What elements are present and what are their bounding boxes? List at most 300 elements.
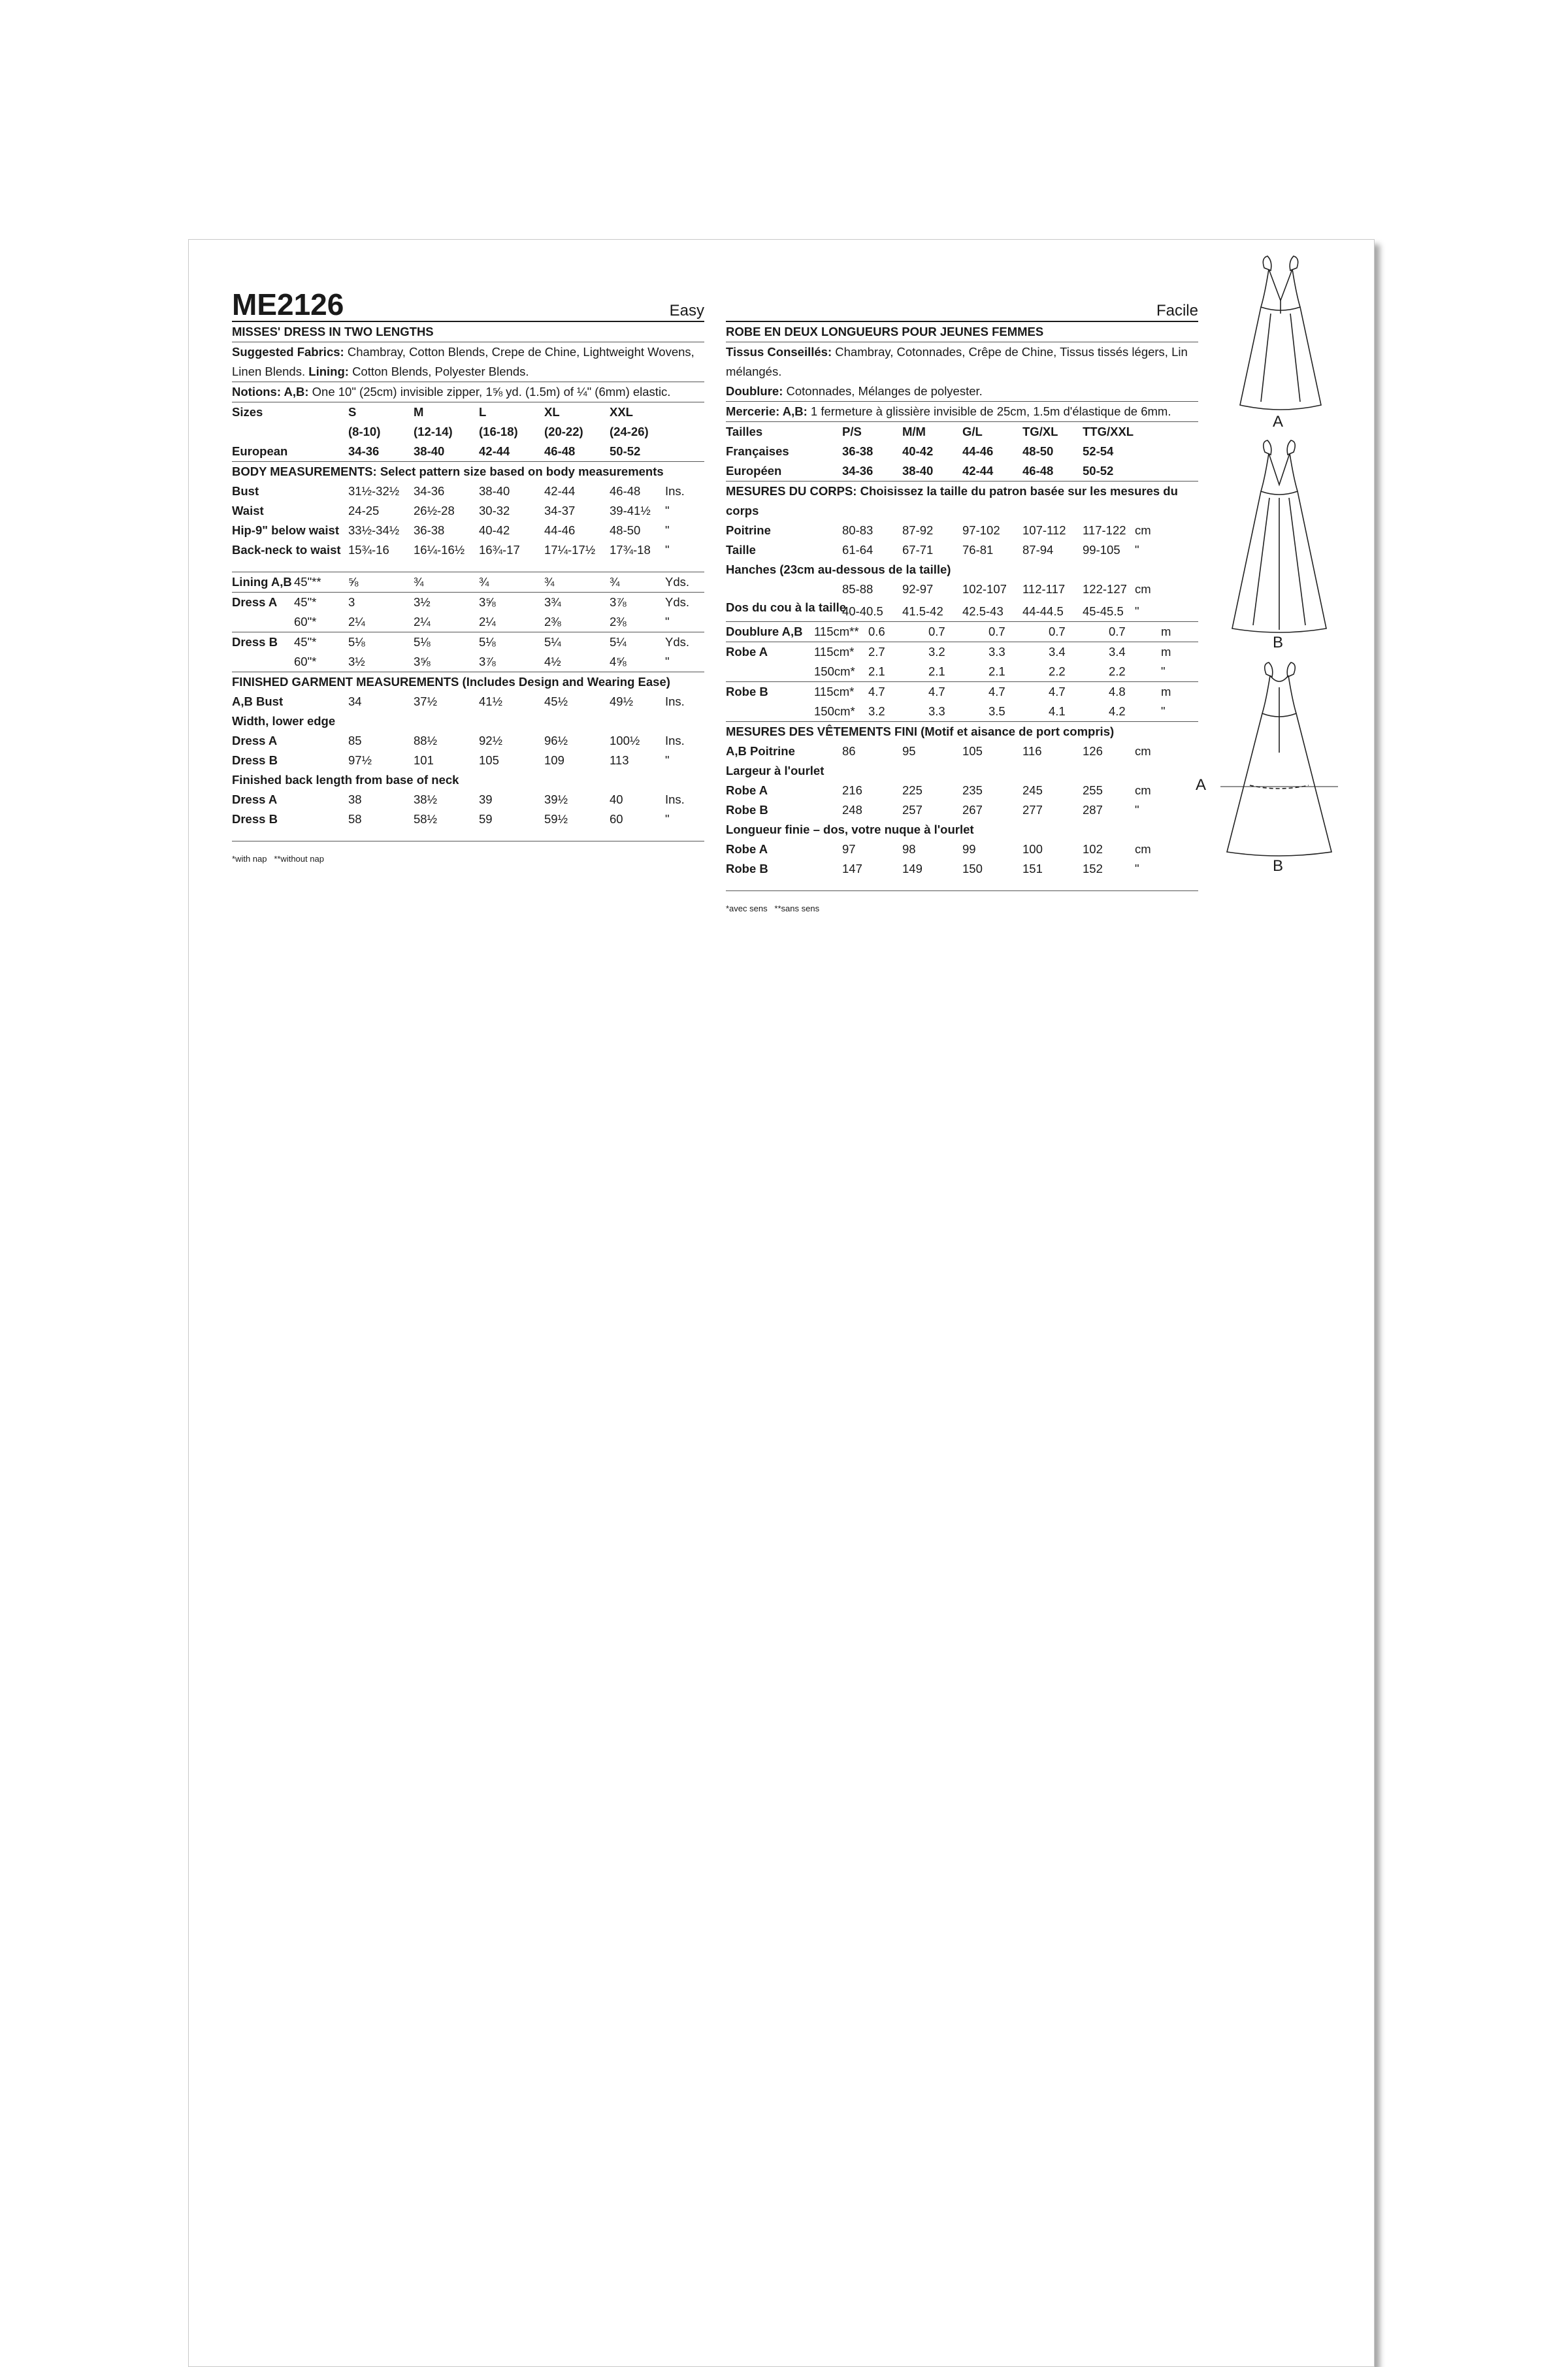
length-row	[232, 809, 704, 829]
cell: 0.7	[928, 625, 945, 638]
row-label: Taille	[726, 543, 756, 557]
unit: Yds.	[665, 575, 690, 589]
cell: 2.7	[868, 645, 885, 659]
unit: cm	[1135, 783, 1151, 797]
cell: 3.3	[988, 645, 1005, 659]
cell: 59	[479, 812, 493, 826]
cell: 38-40	[479, 484, 510, 498]
cell: 31½-32½	[348, 484, 400, 498]
cell: 38	[348, 792, 362, 806]
cell: 15¾-16	[348, 543, 389, 557]
cell: 3¾	[544, 595, 561, 609]
fabrics-text: Chambray, Cotonnades, Crêpe de Chine, Tissus tissés légers, Lin mélangés.	[726, 345, 1188, 378]
european-cell: 34-36	[348, 444, 380, 458]
fabrics-fr	[726, 342, 1198, 401]
unit: "	[1161, 664, 1166, 678]
cell: 46-48	[1022, 464, 1054, 478]
row-label: Robe A	[726, 783, 768, 797]
cell: 95	[902, 744, 916, 758]
cell: 3.3	[928, 704, 945, 718]
cell: 5¼	[610, 635, 627, 649]
hanches-label: Hanches (23cm au-dessous de la taille)	[726, 563, 951, 576]
cell: 257	[902, 803, 923, 817]
notions-label: Notions: A,B:	[232, 385, 309, 399]
cell: 97-102	[962, 523, 1000, 537]
cell: 44-44.5	[1022, 604, 1064, 618]
cell: 0.6	[868, 625, 885, 638]
dress-view-a-illustration	[1235, 255, 1326, 412]
cell: 109	[544, 753, 564, 767]
footnote-fr: *avec sens **sans sens	[726, 904, 820, 913]
european-label: Européen	[726, 464, 782, 478]
length-title: Finished back length from base of neck	[232, 773, 459, 787]
cell: 99-105	[1083, 543, 1120, 557]
cell: ¾	[544, 575, 555, 589]
cell: 4⅝	[610, 655, 627, 668]
unit: "	[665, 655, 670, 668]
notions-fr	[726, 402, 1198, 421]
cell: 24-25	[348, 504, 380, 517]
cell: 49½	[610, 694, 634, 708]
row-label: Robe A	[726, 645, 768, 659]
unit: cm	[1135, 744, 1151, 758]
size-range-cell: (20-22)	[544, 425, 583, 438]
unit: "	[665, 504, 670, 517]
cell: 3	[348, 595, 355, 609]
cell: 4.7	[988, 685, 1005, 698]
body-row	[726, 521, 1198, 540]
notions-text: 1 fermeture à glissière invisible de 25cm, 1.5m d'élastique de 6mm.	[810, 404, 1171, 418]
cell: 3⅝	[414, 655, 431, 668]
cell: 2.1	[868, 664, 885, 678]
pattern-sheet	[188, 239, 1375, 2367]
cell: 38½	[414, 792, 438, 806]
cell: 99	[962, 842, 976, 856]
cell: 4½	[544, 655, 561, 668]
unit: Yds.	[665, 595, 690, 609]
cell: 105	[479, 753, 499, 767]
cell: 50-52	[1083, 464, 1114, 478]
width-row	[232, 751, 704, 770]
title-en: MISSES' DRESS IN TWO LENGTHS	[232, 325, 434, 338]
european-cell: 38-40	[414, 444, 445, 458]
cell: 26½-28	[414, 504, 455, 517]
sizes-row	[232, 402, 704, 422]
cell: 2¼	[479, 615, 496, 628]
cell: 102	[1083, 842, 1103, 856]
cell: 46-48	[610, 484, 641, 498]
cell: 67-71	[902, 543, 934, 557]
row-label: Lining A,B	[232, 575, 292, 589]
cell: 40	[610, 792, 623, 806]
european-cell: 46-48	[544, 444, 576, 458]
cell: 76-81	[962, 543, 994, 557]
cell: 4.8	[1109, 685, 1126, 698]
cell: 0.7	[1049, 625, 1066, 638]
cell: 5⅛	[414, 635, 431, 649]
cell: 3½	[414, 595, 431, 609]
view-b-label: B	[1273, 634, 1284, 651]
lining-label: Lining:	[308, 365, 349, 378]
width-row	[232, 731, 704, 751]
row-label: Waist	[232, 504, 264, 517]
cell: 80-83	[842, 523, 874, 537]
cell: 38-40	[902, 464, 934, 478]
cell: 122-127	[1083, 582, 1127, 596]
unit: "	[1161, 704, 1166, 718]
cell: 287	[1083, 803, 1103, 817]
cell: 0.7	[988, 625, 1005, 638]
unit: m	[1161, 625, 1171, 638]
cell: 85-88	[842, 582, 874, 596]
cell: 3½	[348, 655, 365, 668]
cell: 126	[1083, 744, 1103, 758]
size-range-cell: (24-26)	[610, 425, 649, 438]
yardage-row	[726, 622, 1198, 642]
cell: 150	[962, 862, 983, 875]
fabrics-label: Tissus Conseillés:	[726, 345, 832, 359]
fabric-width: 115cm*	[814, 645, 855, 659]
size-range-cell: (12-14)	[414, 425, 453, 438]
cell: 16¾-17	[479, 543, 520, 557]
cell: 2⅜	[610, 615, 627, 628]
header-fr	[726, 288, 1198, 321]
unit: m	[1161, 685, 1171, 698]
cell: 4.7	[1049, 685, 1066, 698]
fabrics-label: Suggested Fabrics:	[232, 345, 344, 359]
hanches-row	[726, 580, 1198, 599]
cell: 59½	[544, 812, 568, 826]
cell: 97½	[348, 753, 372, 767]
sizes-label: Tailles	[726, 425, 763, 438]
unit: Ins.	[665, 484, 685, 498]
title-fr: ROBE EN DEUX LONGUEURS POUR JEUNES FEMMES	[726, 325, 1044, 338]
yardage-row	[232, 572, 704, 592]
unit: Ins.	[665, 734, 685, 747]
row-label: Dress A	[232, 734, 278, 747]
sizes-label: Sizes	[232, 405, 263, 419]
body-measurements-title: MESURES DU CORPS: Choisissez la taille du patron basée sur les mesures du corps	[726, 484, 1178, 517]
cell: 101	[414, 753, 434, 767]
cell: 34-37	[544, 504, 576, 517]
unit: "	[1135, 803, 1139, 817]
cell: 17¾-18	[610, 543, 651, 557]
row-label: Robe B	[726, 803, 768, 817]
view-a-label: A	[1273, 413, 1284, 431]
cell: 48-50	[610, 523, 641, 537]
width-row	[726, 781, 1198, 800]
cell: 100	[1022, 842, 1043, 856]
cell: 58½	[414, 812, 438, 826]
cell: 112-117	[1022, 582, 1066, 596]
difficulty-level-fr: Facile	[1156, 302, 1198, 319]
size-cell: TTG/XXL	[1083, 425, 1134, 438]
cell: 3⅝	[479, 595, 496, 609]
lining-label: Doublure:	[726, 384, 783, 398]
fabric-width: 115cm**	[814, 625, 859, 638]
width-title: Width, lower edge	[232, 714, 336, 728]
row-label: Robe B	[726, 685, 768, 698]
cell: 235	[962, 783, 983, 797]
header-en	[232, 288, 704, 321]
cell: 40-42	[479, 523, 510, 537]
cell: 86	[842, 744, 856, 758]
cell: 40-42	[902, 444, 934, 458]
row-label: Poitrine	[726, 523, 771, 537]
yardage-row	[726, 702, 1198, 721]
cell: 42-44	[962, 464, 994, 478]
row-label: Dress A	[232, 792, 278, 806]
width-row	[726, 800, 1198, 820]
european-row	[232, 442, 704, 461]
notions-en	[232, 382, 704, 402]
row-label: Dress B	[232, 812, 278, 826]
cell: 116	[1022, 744, 1042, 758]
cell: 3.4	[1049, 645, 1066, 659]
cell: 3⅞	[479, 655, 496, 668]
back-view-b-label: B	[1273, 857, 1284, 875]
cell: 3.2	[928, 645, 945, 659]
unit: Ins.	[665, 792, 685, 806]
size-cell: M/M	[902, 425, 926, 438]
unit: Yds.	[665, 635, 690, 649]
francaises-label: Françaises	[726, 444, 789, 458]
cell: 52-54	[1083, 444, 1114, 458]
cell: 16¼-16½	[414, 543, 465, 557]
row-label: Robe A	[726, 842, 768, 856]
unit: Ins.	[665, 694, 685, 708]
cell: 41½	[479, 694, 503, 708]
row-label: Bust	[232, 484, 259, 498]
francaises-row	[726, 442, 1198, 461]
size-ranges-row	[232, 422, 704, 442]
row-label: Dress A	[232, 595, 278, 609]
fabric-width: 150cm*	[814, 704, 855, 718]
cell: 2.2	[1049, 664, 1066, 678]
cell: 255	[1083, 783, 1103, 797]
fabric-width: 115cm*	[814, 685, 855, 698]
cell: 58	[348, 812, 362, 826]
cell: 149	[902, 862, 923, 875]
body-row	[232, 540, 704, 560]
cell: 42.5-43	[962, 604, 1004, 618]
fabric-width: 150cm*	[814, 664, 855, 678]
body-row	[726, 540, 1198, 560]
cell: ⅝	[348, 575, 359, 589]
size-cell: G/L	[962, 425, 983, 438]
cell: 33½-34½	[348, 523, 400, 537]
dress-view-b-illustration	[1227, 439, 1331, 635]
notions-label: Mercerie: A,B:	[726, 404, 808, 418]
cell: 100½	[610, 734, 640, 747]
cell: 105	[962, 744, 983, 758]
cell: 98	[902, 842, 916, 856]
pattern-code: ME2126	[232, 287, 344, 321]
cell: 5⅛	[348, 635, 365, 649]
cell: 225	[902, 783, 923, 797]
unit: "	[1135, 604, 1139, 618]
length-row	[232, 790, 704, 809]
cell: 60	[610, 812, 623, 826]
body-row	[232, 521, 704, 540]
cell: 44-46	[962, 444, 994, 458]
unit: cm	[1135, 842, 1151, 856]
finished-measurements-title: FINISHED GARMENT MEASUREMENTS (Includes Design and Wearing Ease)	[232, 675, 670, 689]
cell: 96½	[544, 734, 568, 747]
cell: 37½	[414, 694, 438, 708]
cell: 97	[842, 842, 856, 856]
cell: 152	[1083, 862, 1103, 875]
yardage-row	[232, 612, 704, 632]
yardage-row	[232, 632, 704, 652]
cell: 4.7	[868, 685, 885, 698]
european-cell: 50-52	[610, 444, 641, 458]
cell: 102-107	[962, 582, 1007, 596]
fabrics-en	[232, 342, 704, 382]
cell: 87-94	[1022, 543, 1054, 557]
cell: ¾	[479, 575, 489, 589]
yardage-row	[726, 662, 1198, 681]
cell: 3.2	[868, 704, 885, 718]
fabrics-text: Chambray, Cotton Blends, Crepe de Chine, Lightweight Wovens, Linen Blends.	[232, 345, 694, 378]
unit: cm	[1135, 582, 1151, 596]
cell: 245	[1022, 783, 1043, 797]
cell: 2¼	[414, 615, 431, 628]
lining-text: Cotonnades, Mélanges de polyester.	[786, 384, 983, 398]
length-title: Longueur finie – dos, votre nuque à l'ourlet	[726, 823, 974, 836]
cell: 5¼	[544, 635, 561, 649]
cell: 5⅛	[479, 635, 496, 649]
size-cell: XL	[544, 405, 560, 419]
unit: "	[665, 543, 670, 557]
fabric-width: 60"*	[294, 655, 317, 668]
cell: 34	[348, 694, 362, 708]
row-label: Doublure A,B	[726, 625, 803, 638]
european-row	[726, 461, 1198, 481]
lining-text: Cotton Blends, Polyester Blends.	[352, 365, 529, 378]
cell: 107-112	[1022, 523, 1066, 537]
cell: 4.7	[928, 685, 945, 698]
row-label: A,B Poitrine	[726, 744, 795, 758]
cell: 2⅜	[544, 615, 561, 628]
cell: 34-36	[842, 464, 874, 478]
finished-bust-row	[232, 692, 704, 711]
size-cell: P/S	[842, 425, 862, 438]
unit: "	[1135, 543, 1139, 557]
row-label: Back-neck to waist	[232, 543, 341, 557]
cell: 36-38	[842, 444, 874, 458]
cell: 88½	[414, 734, 438, 747]
unit: "	[1135, 862, 1139, 875]
european-cell: 42-44	[479, 444, 510, 458]
sizes-row	[726, 422, 1198, 442]
cell: 45-45.5	[1083, 604, 1124, 618]
length-row	[726, 859, 1198, 879]
cell: 44-46	[544, 523, 576, 537]
fabric-width: 45"**	[294, 575, 321, 589]
size-range-cell: (8-10)	[348, 425, 381, 438]
size-cell: L	[479, 405, 487, 419]
cell: 3.5	[988, 704, 1005, 718]
cell: 39½	[544, 792, 568, 806]
cell: 216	[842, 783, 862, 797]
cell: 277	[1022, 803, 1043, 817]
divider	[726, 890, 1198, 891]
cell: 87-92	[902, 523, 934, 537]
footnote-en: *with nap **without nap	[232, 854, 324, 864]
finished-bust-row	[726, 742, 1198, 761]
finished-measurements-title: MESURES DES VÊTEMENTS FINI (Motif et aisance de port compris)	[726, 725, 1115, 738]
cell: 2.1	[988, 664, 1005, 678]
unit: m	[1161, 645, 1171, 659]
cell: 2¼	[348, 615, 365, 628]
body-row	[232, 501, 704, 521]
unit: "	[665, 753, 670, 767]
cell: 34-36	[414, 484, 445, 498]
english-column	[232, 288, 704, 869]
cell: 4.2	[1109, 704, 1126, 718]
fabric-width: 60"*	[294, 615, 317, 628]
cell: 117-122	[1083, 523, 1126, 537]
size-range-cell: (16-18)	[479, 425, 518, 438]
cell: 42-44	[544, 484, 576, 498]
cell: 85	[348, 734, 362, 747]
cell: 61-64	[842, 543, 874, 557]
european-label: European	[232, 444, 288, 458]
notions-text: One 10" (25cm) invisible zipper, 1⅝ yd. (1.5m) of ¼" (6mm) elastic.	[312, 385, 671, 399]
cell: 40-40.5	[842, 604, 883, 618]
size-cell: TG/XL	[1022, 425, 1058, 438]
length-row	[726, 840, 1198, 859]
fabric-width: 45"*	[294, 635, 317, 649]
cell: 92-97	[902, 582, 934, 596]
cell: 39-41½	[610, 504, 651, 517]
unit: cm	[1135, 523, 1151, 537]
unit: "	[665, 523, 670, 537]
cell: 2.1	[928, 664, 945, 678]
cell: 17¼-17½	[544, 543, 596, 557]
yardage-row	[726, 682, 1198, 702]
cell: 3.4	[1109, 645, 1126, 659]
cell: 48-50	[1022, 444, 1054, 458]
cell: 151	[1022, 862, 1043, 875]
cell: 113	[610, 753, 629, 767]
cell: ¾	[414, 575, 424, 589]
dress-back-view-illustration	[1220, 661, 1338, 857]
row-label: Hip-9" below waist	[232, 523, 339, 537]
unit: "	[665, 812, 670, 826]
size-cell: XXL	[610, 405, 633, 419]
cell: 30-32	[479, 504, 510, 517]
difficulty-level-en: Easy	[669, 302, 704, 319]
cell: ¾	[610, 575, 620, 589]
french-column: Facile ROBE EN DEUX LONGUEURS POUR JEUNES FEMMES Tissus Conseillés: Chambray, Cotonnades, Crêpe de Chine, Tissus tissés légers, Lin mélangés. Doublure: Cotonnades, Mélanges de polyester. Mercerie: A,B: 1 fermeture à glissière invisible de 25cm, 1.5m d'élastique de 6mm. Tailles P/S M/M G/L TG/XL TTG/XXL Françaises 36-38 40-42 44-46 48-50 52-54 Européen 34-36 38-40 42-44 46-48 50-52 MESURES DU CORPS: Choisissez la taille du patron basée sur les mesures du corps Poitrine 80-83 87-92 97-102 107-112 117-122 cm Taille 61-64 67-71 76-81 87-94 99-105 " Hanches (23cm au-dessous de la taille) 85-88 92-97 102-107 112-117 122-127 cm Dos du cou à la taille 40-40.5 41.5-42 42.5-43 44-44.5 45-45.5 " Doublure A,B 115cm** 0.6 0.7 0.7 0.7 0.7 m Robe A 115cm* 2.7 3.2 3.3 3.4 3.4 m 150cm* 2.1 2.1 2.1 2.2 2.2 " Robe B 115cm* 4.7 4.7 4.7 4.7 4.8 m 150cm* 3.2 3.3 3.5 4.1 4.2 " MESURES DES VÊTEMENTS FINI (Motif et aisance de port compris) A,B Poitrine 86 95 105 116 126 cm Largeur à l'ourlet Robe A 216 225 235 245 255 cm Robe B 248 257 267 277 287 " Longueur finie – dos, votre nuque à l'ourlet Robe A 97 98 99 100 102 cm Robe B 147 149 150 151 152 " *avec sens **sans sens	[726, 288, 1198, 919]
yardage-row	[232, 652, 704, 672]
back-view-a-label: A	[1196, 776, 1207, 794]
cell: 45½	[544, 694, 568, 708]
cell: 0.7	[1109, 625, 1126, 638]
body-measurements-title: BODY MEASUREMENTS: Select pattern size based on body measurements	[232, 465, 664, 478]
unit: "	[665, 615, 670, 628]
cell: 41.5-42	[902, 604, 943, 618]
body-row	[232, 482, 704, 501]
cell: 3⅞	[610, 595, 627, 609]
size-cell: S	[348, 405, 357, 419]
cell: 4.1	[1049, 704, 1066, 718]
cell: 267	[962, 803, 983, 817]
size-cell: M	[414, 405, 424, 419]
cell: 147	[842, 862, 862, 875]
